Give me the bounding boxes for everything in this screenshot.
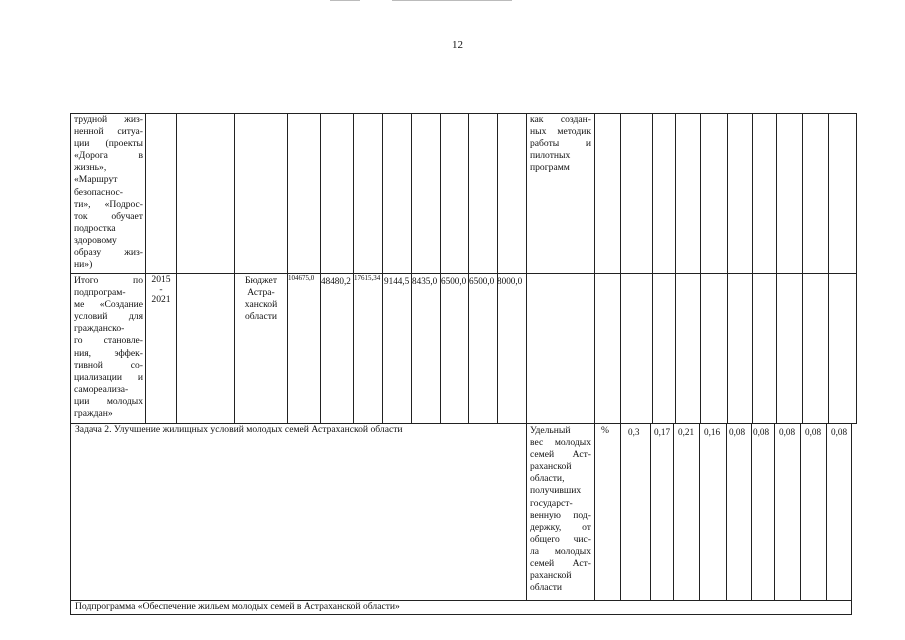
row2-value-2021: 8000,0 [497,276,523,286]
subprogram-title: Подпрограмма «Обеспечение жильем молодых семей в Астраханской области» [75,601,400,612]
row3-unit: % [601,425,609,436]
row2-value-total: 104675,0 [288,274,315,282]
row3-indicator: Удельный вес молодых семей Аст- раханской области, получивших государст- венную под- держку, от общего чис- ла молодых семей Аст- раханской области [530,425,591,594]
row3-value-2018: 0,08 [729,427,746,437]
row2-period: 2015 - 2021 [151,274,171,306]
row1-program-name: трудной жиз- ненной ситуа- ции (проекты «Дорога в жизнь», «Маршрут безопаснос- ти», «Подрос- ток обучает подростка здоровому образу жиз- ни») [74,114,143,271]
row1-indicator: как создан- ных методик работы и пилотных программ [530,114,591,174]
row3-value-2015: 0,17 [654,427,671,437]
task-2-title: Задача 2. Улучшение жилищных условий молодых семей Астраханской области [75,424,403,435]
row3-value-2021: 0,08 [805,427,822,437]
row3-value-base: 0,3 [628,427,640,437]
row3-value-2020: 0,08 [779,427,796,437]
row3-value-2016: 0,21 [678,427,695,437]
row2-funding-source: Бюджет Астра- ханской области [244,275,278,323]
row2-value-2018: 8435,0 [412,276,438,286]
page-number: 12 [452,39,463,51]
row2-value-2015: 48480,2 [321,276,351,286]
row3-value-2019: 0,08 [753,427,770,437]
row2-value-2017: 9144,5 [384,276,410,286]
row3-value-final: 0,08 [831,427,848,437]
row2-value-2016: 17615,34 [354,274,381,282]
row2-value-2020: 6500,0 [469,276,495,286]
row2-value-2019: 6500,0 [441,276,467,286]
row3-value-2017: 0,16 [704,427,721,437]
row2-total-name: Итого по подпрограм- ме «Создание условий для гражданско- го становле- ния, эффек- тивной со- циализации и самореализа- ции молодых граждан» [74,275,143,420]
